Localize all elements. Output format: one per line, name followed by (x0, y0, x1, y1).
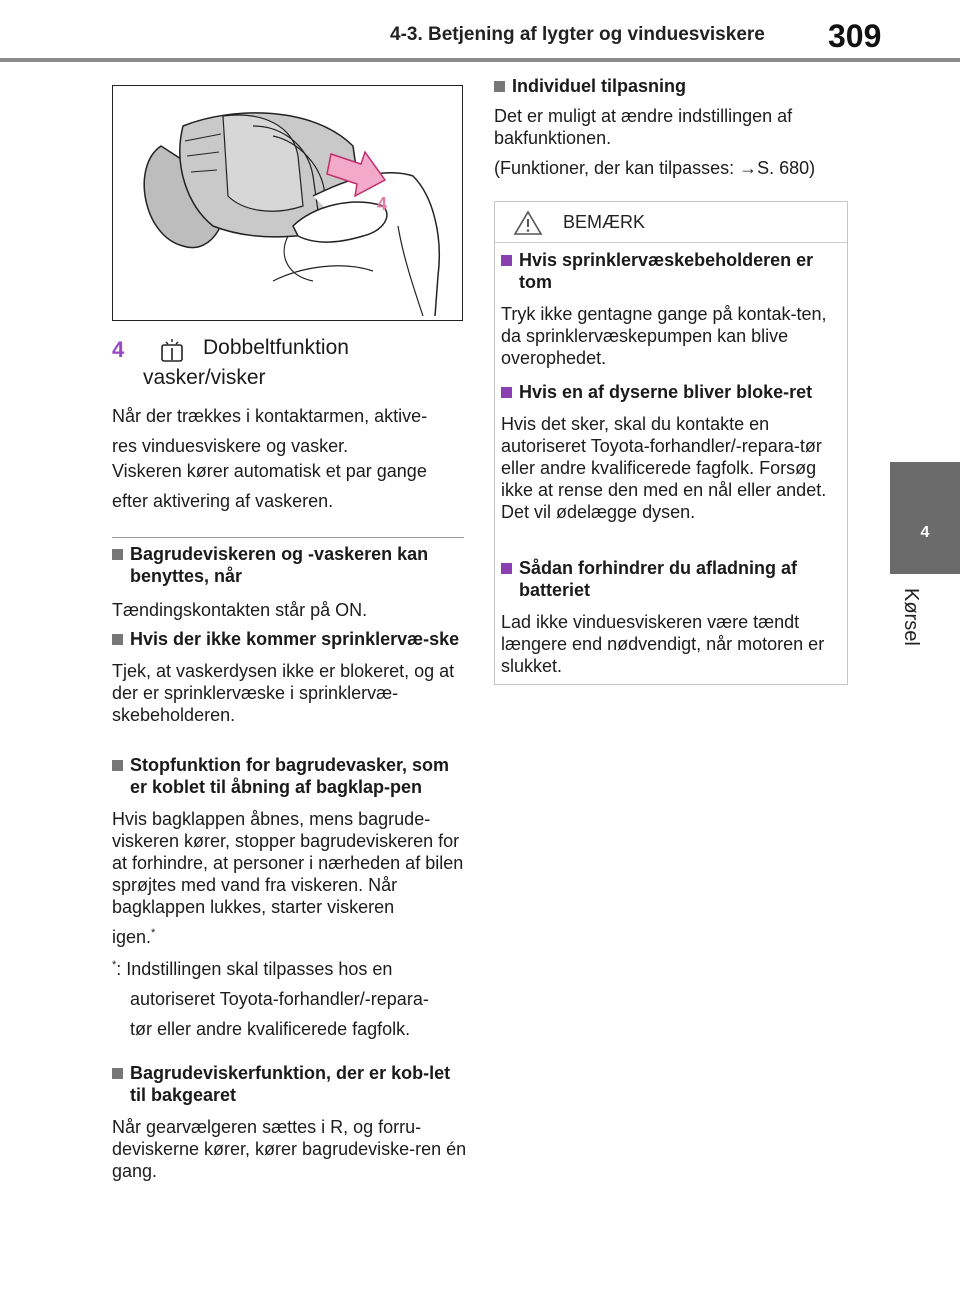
section-customization (494, 75, 854, 179)
bullet-square-icon (112, 634, 123, 645)
callout-4-label: 4 (377, 194, 388, 214)
desc-line: Når der trækkes i kontaktarmen, aktive- (112, 406, 428, 426)
section-heading: Sådan forhindrer du afladning af batteriet (501, 557, 833, 601)
lever-drawing (113, 86, 462, 320)
chapter-number: 4 (920, 524, 930, 541)
bullet-square-icon (112, 760, 123, 771)
customization-reference[interactable]: (Funktioner, der kan tilpasses: →S. 680) (494, 158, 816, 178)
desc-line: res vinduesviskere og vasker. (112, 436, 349, 456)
arrow-right-icon: → (739, 158, 758, 178)
section-body: Tjek, at vaskerdysen ikke er blokeret, og at der er sprinklervæske i sprinklervæ-skebeholderen. (112, 661, 455, 725)
section-no-washer-fluid (112, 628, 468, 726)
notice-section-battery (501, 557, 833, 677)
washer-wiper-icon (158, 336, 186, 364)
footnote: *: Indstillingen skal tilpasses hos en autoriseret Toyota-forhandler/-repara- tør eller andre kvalificerede fagfolk. (112, 959, 429, 1039)
item-title-line2: vasker/visker (143, 366, 266, 389)
notice-box (494, 201, 848, 685)
item-number: 4 (112, 337, 125, 362)
section-body: Hvis bagklappen åbnes, mens bagrude-viskeren kører, stopper bagrudeviskeren for at forhindre, at personer i nærheden af bilen sprøjtes med vand fra viskeren. Når bagklappen lukkes, starter viskeren (112, 809, 464, 917)
section-heading: Individuel tilpasning (494, 75, 854, 97)
section-body: Tændingskontakten står på ON. (112, 600, 368, 620)
section-body: Lad ikke vinduesviskeren være tændt længere end nødvendigt, når motoren er slukket. (501, 612, 825, 676)
bullet-square-icon (112, 1068, 123, 1079)
desc-line: Viskeren kører automatisk et par gange (112, 461, 427, 481)
item-title-line1: Dobbeltfunktion (203, 336, 349, 359)
section-heading: Hvis sprinklervæskebeholderen er tom (501, 249, 831, 293)
wiper-lever-illustration (112, 85, 463, 321)
bullet-square-icon (494, 81, 505, 92)
item-description-2 (112, 456, 472, 516)
section-body: Det er muligt at ændre indstillingen af bakfunktionen. (494, 106, 793, 148)
bullet-square-icon (112, 549, 123, 560)
item-description-1 (112, 401, 472, 461)
notice-title: BEMÆRK (563, 212, 646, 232)
page-number: 309 (828, 18, 882, 54)
section-rear-wiper-usable (112, 543, 468, 621)
section-body: Når gearvælgeren sættes i R, og forru-deviskerne kører, kører bagrudeviske-ren én gang. (112, 1117, 467, 1181)
section-stop-function (112, 754, 470, 1044)
section-heading: Bagrudeviskerfunktion, der er kob-let til bakgearet (112, 1062, 468, 1106)
notice-divider (495, 242, 847, 243)
section-title: 4-3. Betjening af lygter og vinduesviskere (390, 24, 765, 45)
notice-section-nozzle-blocked (501, 381, 833, 523)
section-reverse-gear-wiper (112, 1062, 468, 1182)
warning-triangle-icon (513, 210, 543, 241)
notice-section-fluid-empty (501, 249, 831, 369)
section-body: Tryk ikke gentagne gange på kontak-ten, da sprinklervæskepumpen kan blive overophedet. (501, 304, 827, 368)
desc-line: efter aktivering af vaskeren. (112, 491, 334, 511)
header-rule (0, 58, 960, 62)
section-heading: Hvis der ikke kommer sprinklervæ-ske (112, 628, 468, 650)
chapter-tab[interactable] (890, 462, 960, 574)
bullet-square-icon (501, 255, 512, 266)
chapter-label: Kørsel (900, 588, 922, 646)
bullet-square-icon (501, 563, 512, 574)
section-heading: Bagrudeviskeren og -vaskeren kan benyttes, når (112, 543, 468, 587)
divider (112, 537, 464, 538)
section-heading: Hvis en af dyserne bliver bloke-ret (501, 381, 833, 403)
bullet-square-icon (501, 387, 512, 398)
section-body-end: igen.* (112, 927, 156, 947)
section-body: Hvis det sker, skal du kontakte en autoriseret Toyota-forhandler/-repara-tør eller andre kvalificerede fagfolk. Forsøg ikke at rense den med en nål eller andet. Det vil ødelægge dysen. (501, 414, 827, 522)
section-heading: Stopfunktion for bagrudevasker, som er koblet til åbning af bagklap-pen (112, 754, 470, 798)
